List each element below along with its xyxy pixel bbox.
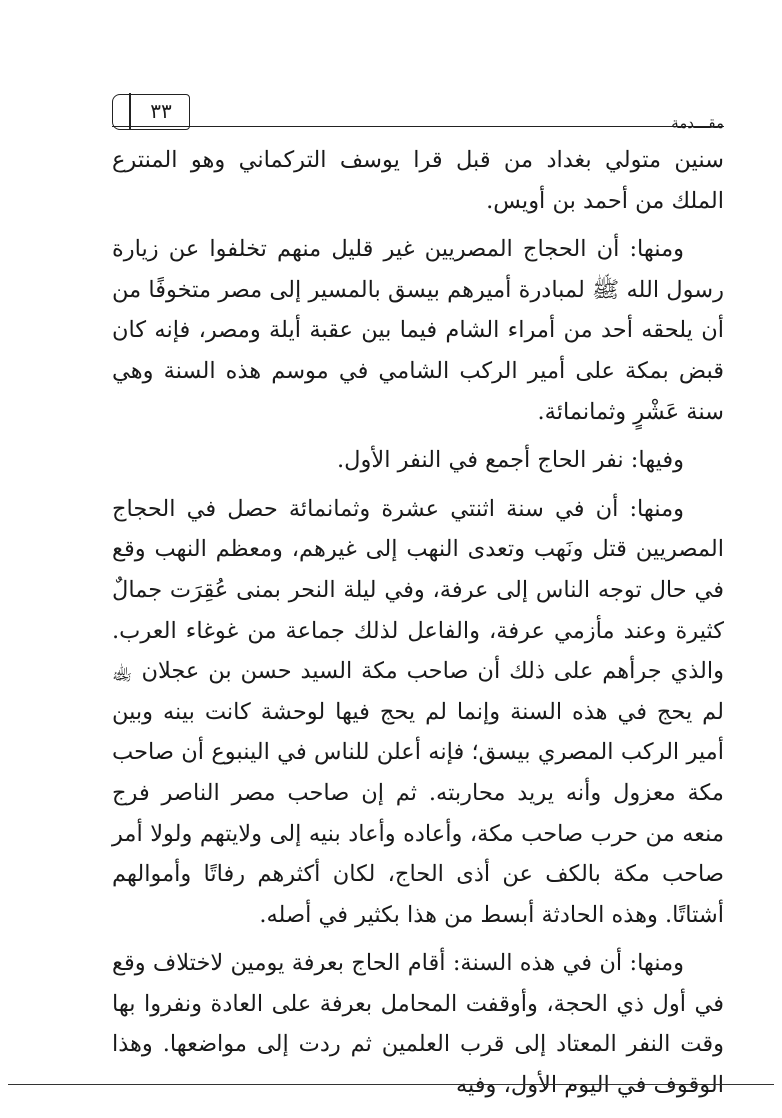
page-number: ٣٣ <box>150 99 172 123</box>
paragraph-1: سنين متولي بغداد من قبل قرا يوسف التركماني وهو المنترع الملك من أحمد بن أويس. <box>112 147 724 214</box>
footer-rule <box>8 1084 774 1085</box>
paragraph-4: ومنها: أن في سنة اثنتي عشرة وثمانمائة حصل في الحجاج المصريين قتل ونَهب وتعدى النهب إلى غيرهم، ومعظم النهب وقع في حال توجه الناس إلى عرفة، وفي ليلة النحر بمنى عُقِرَت جمالٌ كثيرة وعند مأزمي عرفة، والفاعل لذلك جماعة من غوغاء العرب. والذي جرأهم على ذلك أن صاحب مكة السيد حسن بن عجلان ﵀ لم يحج في هذه السنة وإنما لم يحج فيها لوحشة كانت بينه وبين أمير الركب المصري بيسق؛ فإنه أعلن للناس في الينبوع أن صاحب مكة معزول وأنه يريد محاربته. ثم إن صاحب مصر الناصر فرج منعه من حرب صاحب مكة، وأعاده وأعاد بنيه إلى ولايتهم ولولا أمر صاحب مكة بالكف عن أذى الحاج، لكان أكثرهم رفاتًا وأموالهم أشتاتًا. وهذه الحادثة أبسط من هذا بكثير في أصله. <box>112 495 724 928</box>
paragraph-2: ومنها: أن الحجاج المصريين غير قليل منهم تخلفوا عن زيارة رسول الله ﷺ لمبادرة أميرهم بيسق بالمسير إلى مصر متخوفًا من أن يلحقه أحد من أمراء الشام فيما بين عقبة أيلة ومصر، فإنه كان قبض بمكة على أمير الركب الشامي في موسم هذه السنة وهي سنة عَشْرٍ وثمانمائة. <box>112 236 724 425</box>
page-number-frame <box>112 94 190 130</box>
body-text <box>112 140 724 1106</box>
header-rule <box>112 126 724 127</box>
running-head: مقـــدمة <box>671 114 724 132</box>
paragraph-5: ومنها: أن في هذه السنة: أقام الحاج بعرفة يومين لاختلاف وقع في أول ذي الحجة، وأوقفت المحامل بعرفة على العادة ونفروا بها وقت النفر المعتاد إلى قرب العلمين ثم ردت إلى مواضعها. وهذا الوقوف في اليوم الأول، وفيه <box>112 950 724 1099</box>
page-header <box>112 92 724 140</box>
paragraph-3: وفيها: نفر الحاج أجمع في النفر الأول. <box>337 447 684 474</box>
